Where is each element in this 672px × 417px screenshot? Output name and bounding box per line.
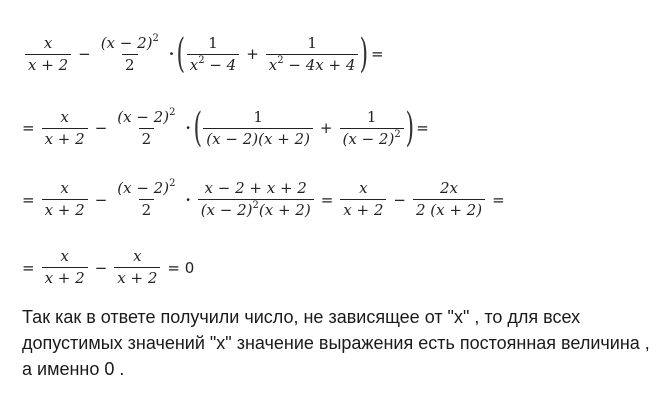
minus-sign: − xyxy=(393,190,406,209)
right-paren: ) xyxy=(405,105,414,151)
denominator-a: (x − 2) xyxy=(200,201,253,219)
numerator: x xyxy=(60,107,69,126)
denominator: x + 2 xyxy=(117,269,158,287)
fraction-x-over-x-plus-2 xyxy=(42,180,88,219)
numerator: x − 2 + x + 2 xyxy=(204,179,307,197)
exponent: 2 xyxy=(252,200,259,211)
multiply-dot: · xyxy=(168,45,175,63)
exponent: 2 xyxy=(152,32,159,44)
numerator: x xyxy=(359,179,368,197)
denominator: 2 xyxy=(139,199,155,219)
minus-sign: − xyxy=(94,190,108,209)
fraction-x-over-x-plus-2 xyxy=(340,180,386,219)
equals-sign: = xyxy=(22,258,35,277)
denominator: x + 2 xyxy=(28,55,69,74)
fraction-1-over-square xyxy=(340,109,404,148)
denominator: x + 2 xyxy=(44,269,85,287)
numerator: 2x xyxy=(440,179,459,197)
multiply-dot: · xyxy=(185,119,191,137)
minus-sign: − xyxy=(78,45,91,63)
numerator: 1 xyxy=(208,33,218,52)
numerator: x xyxy=(133,247,142,265)
denominator: (x − 2)(x + 2) xyxy=(206,129,310,148)
numerator: x xyxy=(60,179,69,197)
numerator: x xyxy=(43,33,53,52)
equation-line-2 xyxy=(22,105,433,151)
left-paren: ( xyxy=(193,105,202,151)
fraction-square-over-2 xyxy=(98,32,162,74)
numerator: 1 xyxy=(253,107,263,126)
multiply-dot: · xyxy=(185,190,191,209)
equation-line-4 xyxy=(22,248,198,287)
fraction-1-over-quadratic xyxy=(266,35,359,74)
denominator: (x − 2) xyxy=(342,129,395,148)
equation-line-3 xyxy=(22,180,509,219)
fraction-square-over-2 xyxy=(114,180,178,219)
denominator-rest: − 4 xyxy=(204,55,237,74)
right-paren: ) xyxy=(359,31,369,77)
denominator: x + 2 xyxy=(343,201,384,219)
denominator-rest: − 4x + 4 xyxy=(283,55,356,74)
denominator-base: x xyxy=(189,55,199,74)
fraction-1-over-x2-minus-4 xyxy=(187,35,240,74)
minus-sign: − xyxy=(94,119,108,137)
fraction-1-over-product xyxy=(203,109,313,148)
denominator: 2 xyxy=(122,54,138,74)
result: = 0 xyxy=(167,258,195,277)
denominator-b: (x + 2) xyxy=(258,201,311,219)
exponent: 2 xyxy=(169,106,176,118)
fraction-square-over-2 xyxy=(114,106,178,148)
numerator: (x − 2) xyxy=(117,179,170,197)
equals-sign: = xyxy=(371,45,384,63)
equation-line-1 xyxy=(22,31,388,77)
denominator-base: x xyxy=(268,55,278,74)
plus-sign: + xyxy=(319,119,333,137)
denominator: 2 xyxy=(139,128,155,148)
exponent: 2 xyxy=(394,128,401,140)
exponent: 2 xyxy=(198,54,205,66)
denominator: x + 2 xyxy=(44,129,85,148)
exponent: 2 xyxy=(277,54,284,66)
fraction-combined xyxy=(198,180,314,219)
numerator: 1 xyxy=(307,33,317,52)
fraction-x-over-x-plus-2 xyxy=(25,35,71,74)
exponent: 2 xyxy=(169,178,176,189)
equals-sign: = xyxy=(22,190,35,209)
equals-sign: = xyxy=(492,190,505,209)
denominator: 2 (x + 2) xyxy=(415,201,483,219)
numerator: 1 xyxy=(366,107,377,126)
equals-sign: = xyxy=(320,190,334,209)
numerator: (x − 2) xyxy=(117,107,170,126)
fraction-x-over-x-plus-2 xyxy=(42,109,88,148)
fraction-2x-over-2x-plus-2 xyxy=(413,180,485,219)
left-paren: ( xyxy=(176,31,186,77)
fraction-x-over-x-plus-2 xyxy=(42,248,88,287)
explanation-text: Так как в ответе получили число, не зависящее от "х" , то для всех допустимых значений "х" значение выражения есть постоянная величина , а именно 0 . xyxy=(22,307,650,379)
plus-sign: + xyxy=(246,45,259,63)
fraction-x-over-x-plus-2 xyxy=(114,248,160,287)
equals-sign: = xyxy=(416,119,429,137)
numerator: x xyxy=(60,247,69,265)
minus-sign: − xyxy=(94,258,108,277)
numerator: (x − 2) xyxy=(100,33,153,52)
denominator: x + 2 xyxy=(44,201,85,219)
equals-sign: = xyxy=(22,119,35,137)
